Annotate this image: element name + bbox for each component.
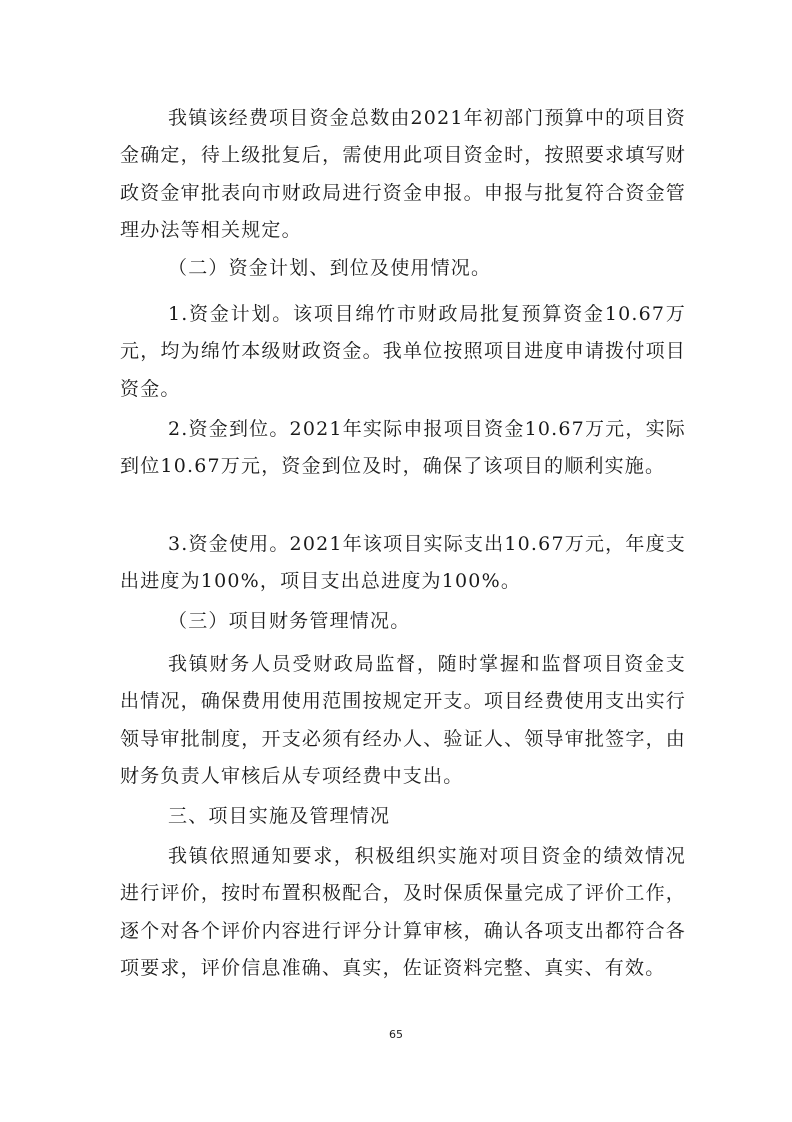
paragraph-fund-usage: 3.资金使用。2021年该项目实际支出10.67万元，年度支出进度为100%，项目支出总进度为100%。 (120, 533, 686, 593)
heading-financial-management: （三）项目财务管理情况。 (168, 610, 411, 632)
heading-implementation: 三、项目实施及管理情况 (168, 805, 391, 827)
paragraph-fund-arrival: 2.资金到位。2021年实际申报项目资金10.67万元，实际到位10.67万元，资金到位及时，确保了该项目的顺利实施。 (120, 418, 686, 478)
heading-fund-plan: （二）资金计划、到位及使用情况。 (168, 257, 492, 279)
page-number: 65 (389, 1028, 403, 1041)
paragraph-fund-plan: 1.资金计划。该项目绵竹市财政局批复预算资金10.67万元，均为绵竹本级财政资金。我单位按照项目进度申请拨付项目资金。 (120, 303, 686, 400)
paragraph-financial-management: 我镇财务人员受财政局监督，随时掌握和监督项目资金支出情况，确保费用使用范围按规定开支。项目经费使用支出实行领导审批制度，开支必须有经办人、验证人、领导审批签字，由财务负责人审核后从专项经费中支出。 (120, 653, 686, 788)
paragraph-funding-source: 我镇该经费项目资金总数由2021年初部门预算中的项目资金确定，待上级批复后，需使用此项目资金时，按照要求填写财政资金审批表向市财政局进行资金申报。申报与批复符合资金管理办法等相关规定。 (120, 107, 686, 242)
paragraph-implementation: 我镇依照通知要求，积极组织实施对项目资金的绩效情况进行评价，按时布置积极配合，及时保质保量完成了评价工作，逐个对各个评价内容进行评分计算审核，确认各项支出都符合各项要求，评价信息准确、真实，佐证资料完整、真实、有效。 (120, 845, 686, 980)
